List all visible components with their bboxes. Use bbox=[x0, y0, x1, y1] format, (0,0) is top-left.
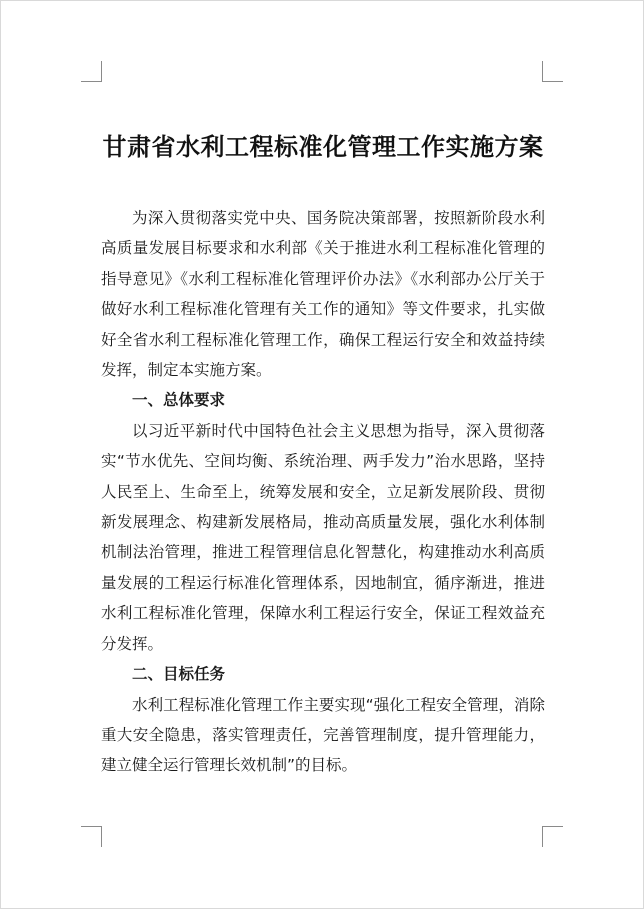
section-heading-general-requirements: 一、总体要求 bbox=[132, 391, 226, 410]
crop-mark-top-right bbox=[542, 61, 563, 82]
crop-mark-bottom-left bbox=[81, 826, 102, 847]
section-paragraph-targets: 水利工程标准化管理工作主要实现“强化工程安全管理，消除重大安全隐患，落实管理责任，完善管理制度，提升管理能力，建立健全运行管理长效机制”的目标。 bbox=[101, 695, 545, 775]
section-paragraph-general-requirements: 以习近平新时代中国特色社会主义思想为指导，深入贯彻落实“节水优先、空间均衡、系统治理、两手发力”治水思路，坚持人民至上、生命至上，统筹发展和安全，立足新发展阶段、贯彻新发展理念、构建新发展格局，推动高质量发展，强化水利体制机制法治管理，推进工程管理信息化智慧化，构建推动水利高质量发展的工程运行标准化管理体系，因地制宜，循序渐进，推进水利工程标准化管理，保障水利工程运行安全，保证工程效益充分发挥。 bbox=[101, 421, 545, 653]
intro-paragraph: 为深入贯彻落实党中央、国务院决策部署，按照新阶段水利高质量发展目标要求和水利部《关于推进水利工程标准化管理的指导意见》《水利工程标准化管理评价办法》《水利部办公厅关于做好水利工程标准化管理有关工作的通知》等文件要求，扎实做好全省水利工程标准化管理工作，确保工程运行安全和效益持续发挥，制定本实施方案。 bbox=[101, 209, 545, 380]
section-heading-targets: 二、目标任务 bbox=[132, 665, 226, 684]
crop-mark-bottom-right bbox=[542, 826, 563, 847]
document-title: 甘肃省水利工程标准化管理工作实施方案 bbox=[102, 132, 544, 161]
crop-mark-top-left bbox=[81, 61, 102, 82]
document-body bbox=[101, 203, 545, 781]
